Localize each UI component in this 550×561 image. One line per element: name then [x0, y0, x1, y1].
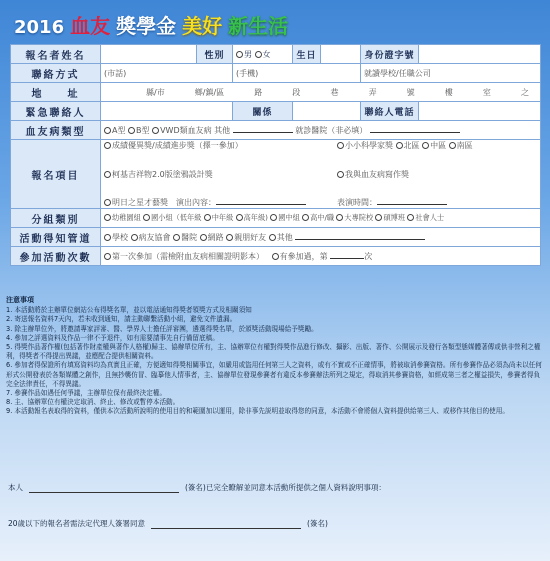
college-label: 大專院校: [344, 213, 374, 222]
form-row-disease: [11, 121, 541, 140]
emergency-label: 緊急聯絡人: [11, 102, 101, 121]
female-label: 女: [262, 49, 271, 59]
gender-field: [233, 45, 293, 64]
guardian-label: 20歲以下的報名者需法定代理人簽署同意: [8, 519, 146, 528]
internet-source-label: 網路: [207, 232, 224, 242]
elementary-radio[interactable]: [143, 214, 150, 221]
college-radio[interactable]: [336, 214, 343, 221]
kindergarten-label: 幼稚園組: [112, 213, 141, 222]
title-yellow: 美好: [182, 14, 223, 38]
birthday-label: 生日: [293, 45, 321, 64]
graduate-radio[interactable]: [375, 214, 382, 221]
central-region-radio[interactable]: [422, 142, 429, 149]
note-item: 7. 參賽作品如遇任何爭議，主辦單位保有最終決定權。: [6, 389, 167, 398]
times-label: 參加活動次數: [11, 247, 101, 266]
disease-label: 血友病類型: [11, 121, 101, 140]
association-source-label: 病友協會: [138, 232, 171, 242]
notes-title: 注意事項: [6, 296, 34, 304]
writing-award-label: 我與血友病寫作獎: [345, 169, 409, 179]
form-row-address: [11, 83, 541, 102]
male-radio[interactable]: [236, 51, 243, 58]
address-label: 地 址: [11, 83, 101, 102]
other-source-input[interactable]: [295, 232, 425, 240]
mascot-award-checkbox[interactable]: [104, 171, 111, 178]
event-label: 報名項目: [11, 140, 101, 209]
event-field: [101, 140, 541, 209]
junior-high-label: 國中組: [278, 213, 300, 222]
mobile-field[interactable]: (手機): [233, 64, 361, 83]
grade-award-checkbox[interactable]: [104, 142, 111, 149]
contact-phone-field[interactable]: [419, 102, 541, 121]
type-a-label: A型: [112, 125, 126, 135]
times-field: [101, 247, 541, 266]
title-year: 2016: [14, 17, 65, 38]
address-field[interactable]: [101, 83, 541, 102]
id-label: 身份證字號: [361, 45, 419, 64]
title-green: 新生活: [228, 14, 289, 38]
contact-phone-label: 聯絡人電話: [361, 102, 419, 121]
form-row-name: [11, 45, 541, 64]
phone-field[interactable]: (市話): [101, 64, 233, 83]
mascot-award-label: 柯基吉祥物2.0版塗鴉設計獎: [112, 169, 213, 179]
notes-section: [6, 296, 544, 417]
grade-award-label: 成績優異獎/成績進步獎（擇一參加）: [112, 141, 243, 150]
guardian-signature-input[interactable]: [151, 519, 301, 529]
note-item: 6. 參加者得保證所有填寫資料均為真實且正確，方便適知得獎相關事宜，如嚴用或盜用任何第三人之資料，或有不實或不正確情事，將被取消參賽資格。所有參賽作品必須為尚未以任何形式公開發表於各類媒體之創作，且無抄襲仿冒、臨摹他人情事者，主、協辦單位發現參賽者有違反本參賽辦法所列之規定，得取消其參賽資格，如經成第三者之權益損失，參賽者得負完全法律責任，不得異議。: [6, 361, 542, 388]
adult-label: 社會人士: [415, 213, 445, 222]
address-room: 室: [482, 87, 491, 97]
other-type-input[interactable]: [233, 125, 293, 133]
adult-radio[interactable]: [407, 214, 414, 221]
form-row-contact: [11, 64, 541, 83]
school-source-label: 學校: [112, 232, 128, 242]
graduate-label: 碩博班: [383, 213, 406, 222]
registration-form: [10, 44, 541, 266]
group-field: [101, 209, 541, 228]
performance-content-input[interactable]: [216, 197, 306, 205]
junior-high-radio[interactable]: [270, 214, 277, 221]
note-item: 9. 本活動報名表取得的資料，僅供本次活動所說明的使用目的和範圍加以運用，除非事先説明並取得您的同意，本活動不會將個人資料提供給第三人、或移作其他目的使用。: [6, 407, 509, 416]
address-section: 段: [292, 87, 301, 97]
address-floor: 樓: [444, 87, 453, 97]
name-field[interactable]: [101, 45, 197, 64]
gender-label: 性別: [197, 45, 233, 64]
type-b-label: B型: [136, 125, 150, 135]
address-road: 路: [254, 87, 263, 97]
relation-label: 關係: [233, 102, 293, 121]
female-radio[interactable]: [255, 51, 262, 58]
science-award-checkbox[interactable]: [337, 142, 344, 149]
title-white: 獎學金: [116, 14, 177, 38]
emergency-field[interactable]: [101, 102, 233, 121]
guardian-sign-label: (簽名): [307, 519, 328, 528]
form-row-emergency: [11, 102, 541, 121]
type-b-radio[interactable]: [128, 127, 135, 134]
south-region-radio[interactable]: [449, 142, 456, 149]
relation-field[interactable]: [293, 102, 361, 121]
performance-time-label: 表演時間：: [337, 198, 377, 207]
elementary-label: 國小組（低年級: [151, 213, 202, 222]
person-consent-text: (簽名)已完全瞭解並同意本活動所提供之個人資料說明事項：: [185, 483, 386, 492]
contact-label: 聯絡方式: [11, 64, 101, 83]
other-type-label: 其他: [214, 125, 231, 135]
note-item: 5. 得獎作品著作權(包括著作財產權與著作人格權)歸主、協辦單位所有，主、協辦單位有權對得獎作品進行修改、攝影、出版、著作、公開展示及發行各類型態媒體著傳或供非營利之權利，得獎者不得提出異議，並應配合提供相關資料。: [6, 343, 541, 361]
repeat-label: 有參加過，第: [279, 251, 328, 261]
address-district: 鄉/鎮/區: [194, 87, 225, 97]
kindergarten-radio[interactable]: [104, 214, 111, 221]
other-source-checkbox[interactable]: [269, 234, 276, 241]
type-a-radio[interactable]: [104, 127, 111, 134]
central-region-label: 中區: [430, 141, 447, 150]
male-label: 男: [244, 49, 252, 59]
internet-source-checkbox[interactable]: [200, 234, 207, 241]
guardian-signature-row: [8, 518, 538, 529]
school-field[interactable]: 就讀學校/任職公司: [361, 64, 541, 83]
note-item: 2. 寄送報名資料7天內，若未收到通知，請主動聯繫活動小組，避免文件遺漏。: [6, 315, 237, 324]
consent-signature-row: [8, 482, 538, 493]
source-label: 活動得知管道: [11, 228, 101, 247]
address-lane: 巷: [330, 87, 339, 97]
association-source-checkbox[interactable]: [131, 234, 138, 241]
south-region-label: 南區: [456, 141, 473, 150]
disease-field: [101, 121, 541, 140]
science-award-label: 小小科學家獎: [345, 141, 393, 150]
friends-source-checkbox[interactable]: [226, 234, 233, 241]
name-label: 報名者姓名: [11, 45, 101, 64]
note-item: 3. 除主辦單位外，將邀請專家評審、醫、學界人士擔任評審團，遴選得獎名單，於頒獎活動現場給予獎勵。: [6, 324, 318, 333]
note-item: 8. 主、協辦單位有權決定取消、終止、修改或暫停本活動。: [6, 398, 180, 407]
form-row-source: [11, 228, 541, 247]
school-source-checkbox[interactable]: [104, 234, 111, 241]
talent-award-checkbox[interactable]: [104, 199, 111, 206]
address-city: 縣/市: [146, 87, 165, 97]
form-row-times: [11, 247, 541, 266]
north-region-label: 北區: [403, 141, 420, 150]
hospital-source-label: 醫院: [181, 232, 198, 242]
friends-source-label: 親朋好友: [234, 232, 267, 242]
high-grade-label: 高年級): [243, 213, 268, 222]
repeat-radio[interactable]: [272, 253, 279, 260]
id-field[interactable]: [419, 45, 541, 64]
repeat-unit: 次: [364, 251, 373, 261]
hospital-source-checkbox[interactable]: [173, 234, 180, 241]
birthday-field[interactable]: [321, 45, 361, 64]
form-row-group: [11, 209, 541, 228]
middle-grade-radio[interactable]: [204, 214, 211, 221]
north-region-radio[interactable]: [396, 142, 403, 149]
person-signature-input[interactable]: [29, 483, 179, 493]
other-source-label: 其他: [276, 232, 293, 242]
high-grade-radio[interactable]: [236, 214, 243, 221]
page-title: [14, 10, 288, 40]
address-number: 號: [406, 87, 415, 97]
senior-high-label: 高中/職: [310, 213, 335, 222]
note-item: 4. 參加之評選資料及作品一律不予退件，如有需要請事先自行備留底稿。: [6, 333, 219, 342]
senior-high-radio[interactable]: [302, 214, 309, 221]
person-label: 本人: [8, 483, 23, 492]
vwd-radio[interactable]: [152, 127, 159, 134]
address-alley: 弄: [368, 87, 377, 97]
source-field: [101, 228, 541, 247]
address-of: 之: [520, 87, 529, 97]
note-item: 1. 本活動將於主辦單位網站公布得獎名單，並以電話通知得獎者領獎方式及相關須知: [6, 306, 252, 315]
hospital-label: 就診醫院（非必填）: [295, 125, 368, 135]
vwd-label: VWD類血友病: [160, 125, 212, 135]
repeat-count-input[interactable]: [330, 251, 364, 259]
middle-grade-label: 中年級: [211, 213, 234, 222]
hospital-input[interactable]: [370, 125, 460, 133]
writing-award-checkbox[interactable]: [337, 171, 344, 178]
form-row-event: [11, 140, 541, 209]
first-time-radio[interactable]: [104, 253, 111, 260]
performance-time-input[interactable]: [377, 197, 447, 205]
notes-list: [6, 306, 544, 416]
title-red: 血友: [70, 14, 111, 38]
talent-award-label: 明日之星才藝獎 演出內容：: [112, 198, 216, 207]
group-label: 分組類別: [11, 209, 101, 228]
first-time-label: 第一次參加（需檢附血友病相關證明影本）: [112, 251, 264, 261]
